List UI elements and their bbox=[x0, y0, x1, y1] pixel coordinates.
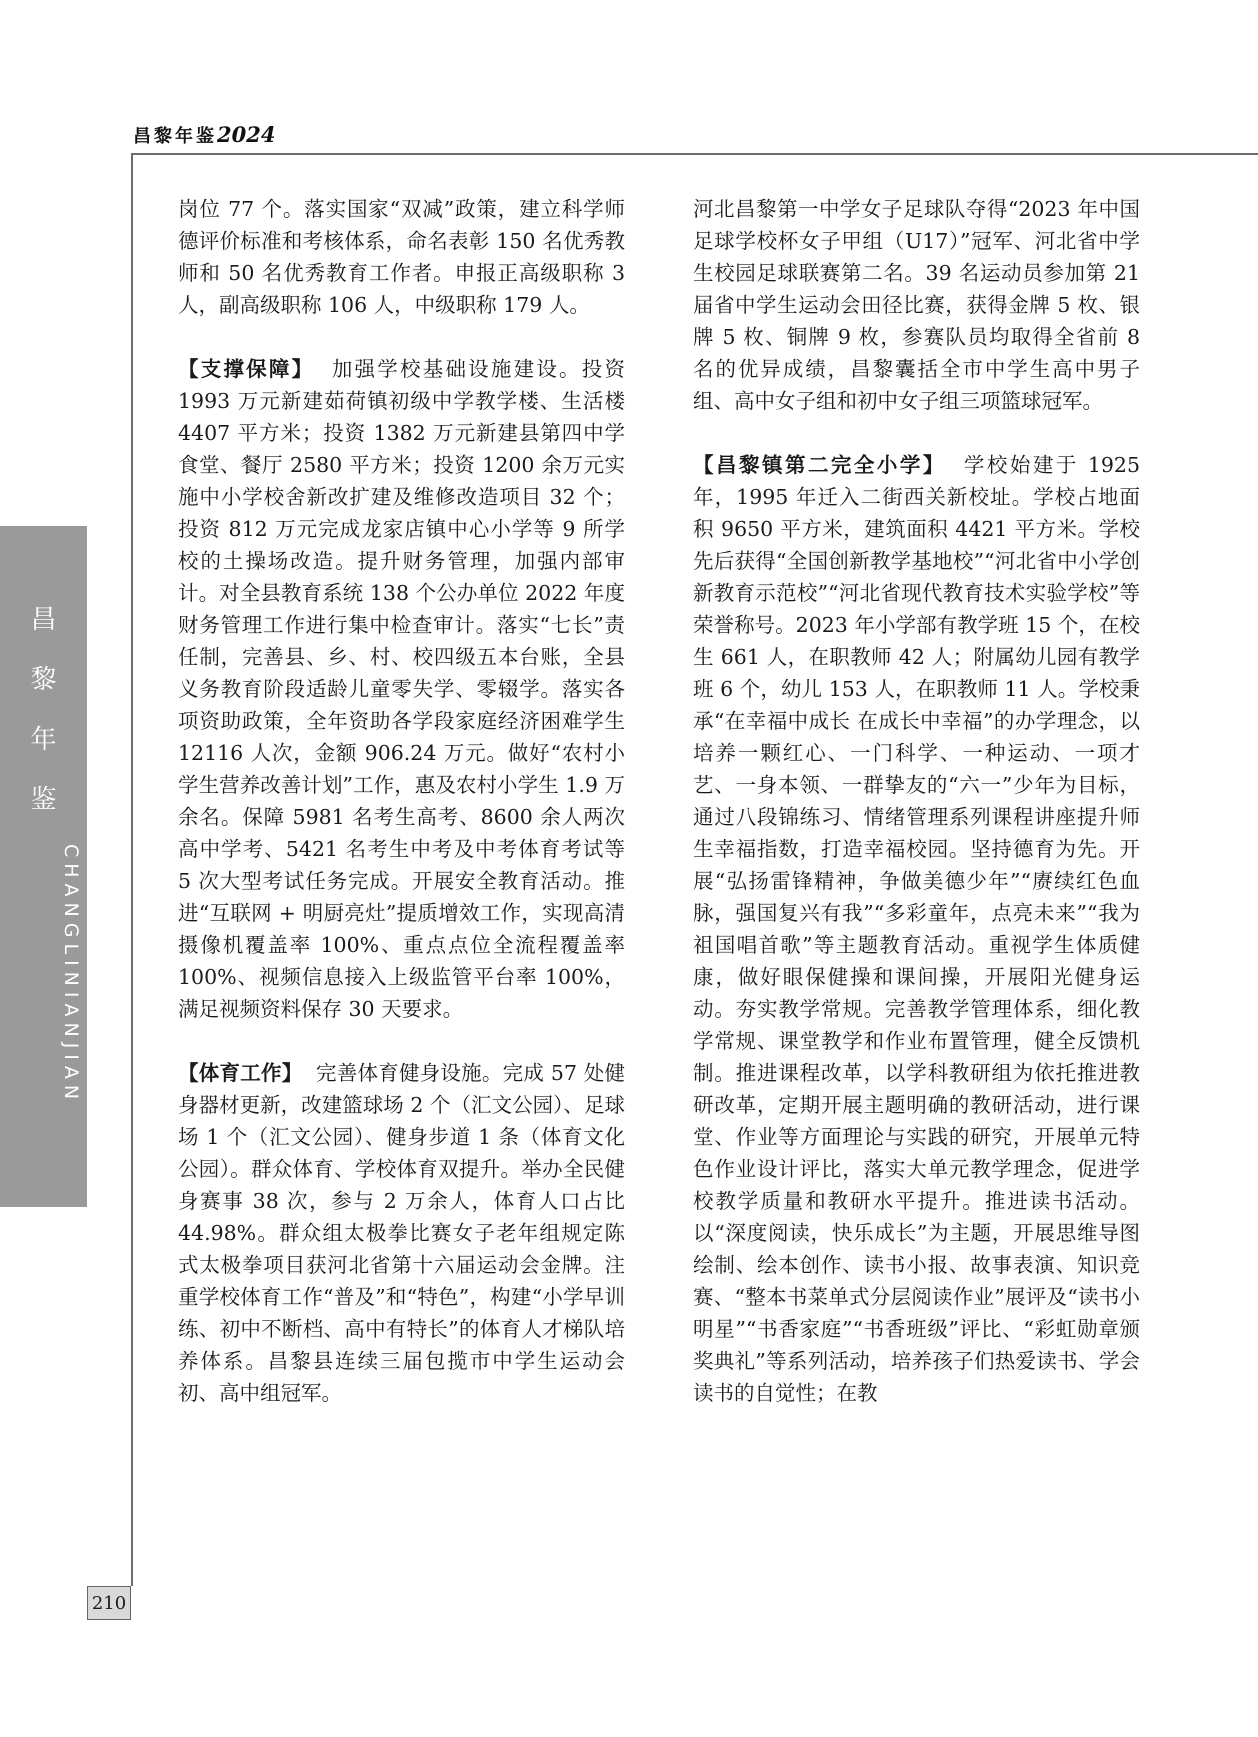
side-char-1: 昌 bbox=[30, 605, 57, 635]
section-label-sports: 【体育工作】 bbox=[178, 1061, 303, 1085]
side-tab bbox=[0, 526, 87, 1207]
section-text-sports: 完善体育健身设施。完成 57 处健身器材更新，改建篮球场 2 个（汇文公园）、足球场 1 个（汇文公园）、健身步道 1 条（体育文化公园）。群众体育、学校体育双提升。举办全民健身赛事 38 次，参与 2 万余人，体育人口占比 44.98%。群众组太极拳比赛女子老年组规定陈式太极拳项目获河北省第十六届运动会金牌。注重学校体育工作“普及”和“特色”，构建“小学早训练、初中不断档、高中有特长”的体育人才梯队培养体系。昌黎县连续三届包揽市中学生运动会初、高中组冠军。 bbox=[178, 1061, 625, 1405]
page-number: 210 bbox=[87, 1586, 131, 1620]
side-tab-cn bbox=[0, 590, 87, 830]
side-char-2: 黎 bbox=[30, 665, 57, 695]
frame-top-rule bbox=[131, 153, 1258, 155]
running-header bbox=[133, 122, 275, 148]
section-text-support: 加强学校基础设施建设。投资 1993 万元新建茹荷镇初级中学教学楼、生活楼 4407 平方米；投资 1382 万元新建县第四中学食堂、餐厅 2580 平方米；投资 1200 余万元实施中小学校舍新改扩建及维修改造项目 32 个；投资 812 万元完成龙家店镇中心小学等 9 所学校的土操场改造。提升财务管理，加强内部审计。对全县教育系统 138 个公办单位 2022 年度财务管理工作进行集中检查审计。落实“七长”责任制，完善县、乡、村、校四级五本台账，全县义务教育阶段适龄儿童零失学、零辍学。落实各项资助政策，全年资助各学段家庭经济困难学生 12116 人次，金额 906.24 万元。做好“农村小学生营养改善计划”工作，惠及农村小学生 1.9 万余名。保障 5981 名考生高考、8600 余人两次高中学考、5421 名考生中考及中考体育考试等 5 次大型考试任务完成。开展安全教育活动。推进“互联网 + 明厨亮灶”提质增效工作，实现高清摄像机覆盖率 100%、重点点位全流程覆盖率 100%、视频信息接入上级监管平台率 100%，满足视频资料保存 30 天要求。 bbox=[178, 357, 625, 1021]
left-paragraph-support bbox=[178, 353, 625, 1025]
side-char-4: 鉴 bbox=[30, 785, 57, 815]
left-paragraph-1: 岗位 77 个。落实国家“双减”政策，建立科学师德评价标准和考核体系，命名表彰 150 名优秀教师和 50 名优秀教育工作者。申报正高级职称 3 人，副高级职称 106 人，中级职称 179 人。 bbox=[178, 197, 625, 317]
frame-left-rule bbox=[131, 153, 133, 1586]
right-column bbox=[693, 193, 1140, 1409]
side-tab-en: CHANGLINIANJIAN bbox=[60, 844, 82, 1106]
left-column bbox=[178, 193, 625, 1409]
section-label-support: 【支撑保障】 bbox=[178, 357, 315, 381]
left-paragraph-sports bbox=[178, 1057, 625, 1409]
side-char-3: 年 bbox=[30, 725, 57, 755]
right-paragraph-1: 河北昌黎第一中学女子足球队夺得“2023 年中国足球学校杯女子甲组（U17）”冠军、河北省中学生校园足球联赛第二名。39 名运动员参加第 21 届省中学生运动会田径比赛，获得金牌 5 枚、银牌 5 枚、铜牌 9 枚，参赛队员均取得全省前 8 名的优异成绩，昌黎囊括全市中学生高中男子组、高中女子组和初中女子组三项篮球冠军。 bbox=[693, 197, 1140, 413]
header-title: 昌黎年鉴 bbox=[133, 126, 217, 147]
section-text-school: 学校始建于 1925 年，1995 年迁入二街西关新校址。学校占地面积 9650 平方米，建筑面积 4421 平方米。学校先后获得“全国创新教学基地校”“河北省中小学创新教育示范校”“河北省现代教育技术实验学校”等荣誉称号。2023 年小学部有教学班 15 个，在校生 661 人，在职教师 42 人；附属幼儿园有教学班 6 个，幼儿 153 人，在职教师 11 人。学校秉承“在幸福中成长 在成长中幸福”的办学理念，以培养一颗红心、一门科学、一种运动、一项才艺、一身本领、一群挚友的“六一”少年为目标，通过八段锦练习、情绪管理系列课程讲座提升师生幸福指数，打造幸福校园。坚持德育为先。开展“弘扬雷锋精神，争做美德少年”“赓续红色血脉，强国复兴有我”“多彩童年，点亮未来”“我为祖国唱首歌”等主题教育活动。重视学生体质健康，做好眼保健操和课间操，开展阳光健身运动。夯实教学常规。完善教学管理体系，细化教学常规、课堂教学和作业布置管理，健全反馈机制。推进课程改革，以学科教研组为依托推进教研改革，定期开展主题明确的教研活动，进行课堂、作业等方面理论与实践的研究，开展单元特色作业设计评比，落实大单元教学理念，促进学校教学质量和教研水平提升。推进读书活动。以“深度阅读，快乐成长”为主题，开展思维导图绘制、绘本创作、读书小报、故事表演、知识竞赛、“整本书菜单式分层阅读作业”展评及“读书小明星”“书香家庭”“书香班级”评比、“彩虹勋章颁奖典礼”等系列活动，培养孩子们热爱读书、学会读书的自觉性；在教 bbox=[693, 453, 1141, 1405]
section-label-school: 【昌黎镇第二完全小学】 bbox=[693, 453, 946, 477]
header-year: 2024 bbox=[217, 122, 276, 147]
right-paragraph-school bbox=[693, 449, 1140, 1409]
